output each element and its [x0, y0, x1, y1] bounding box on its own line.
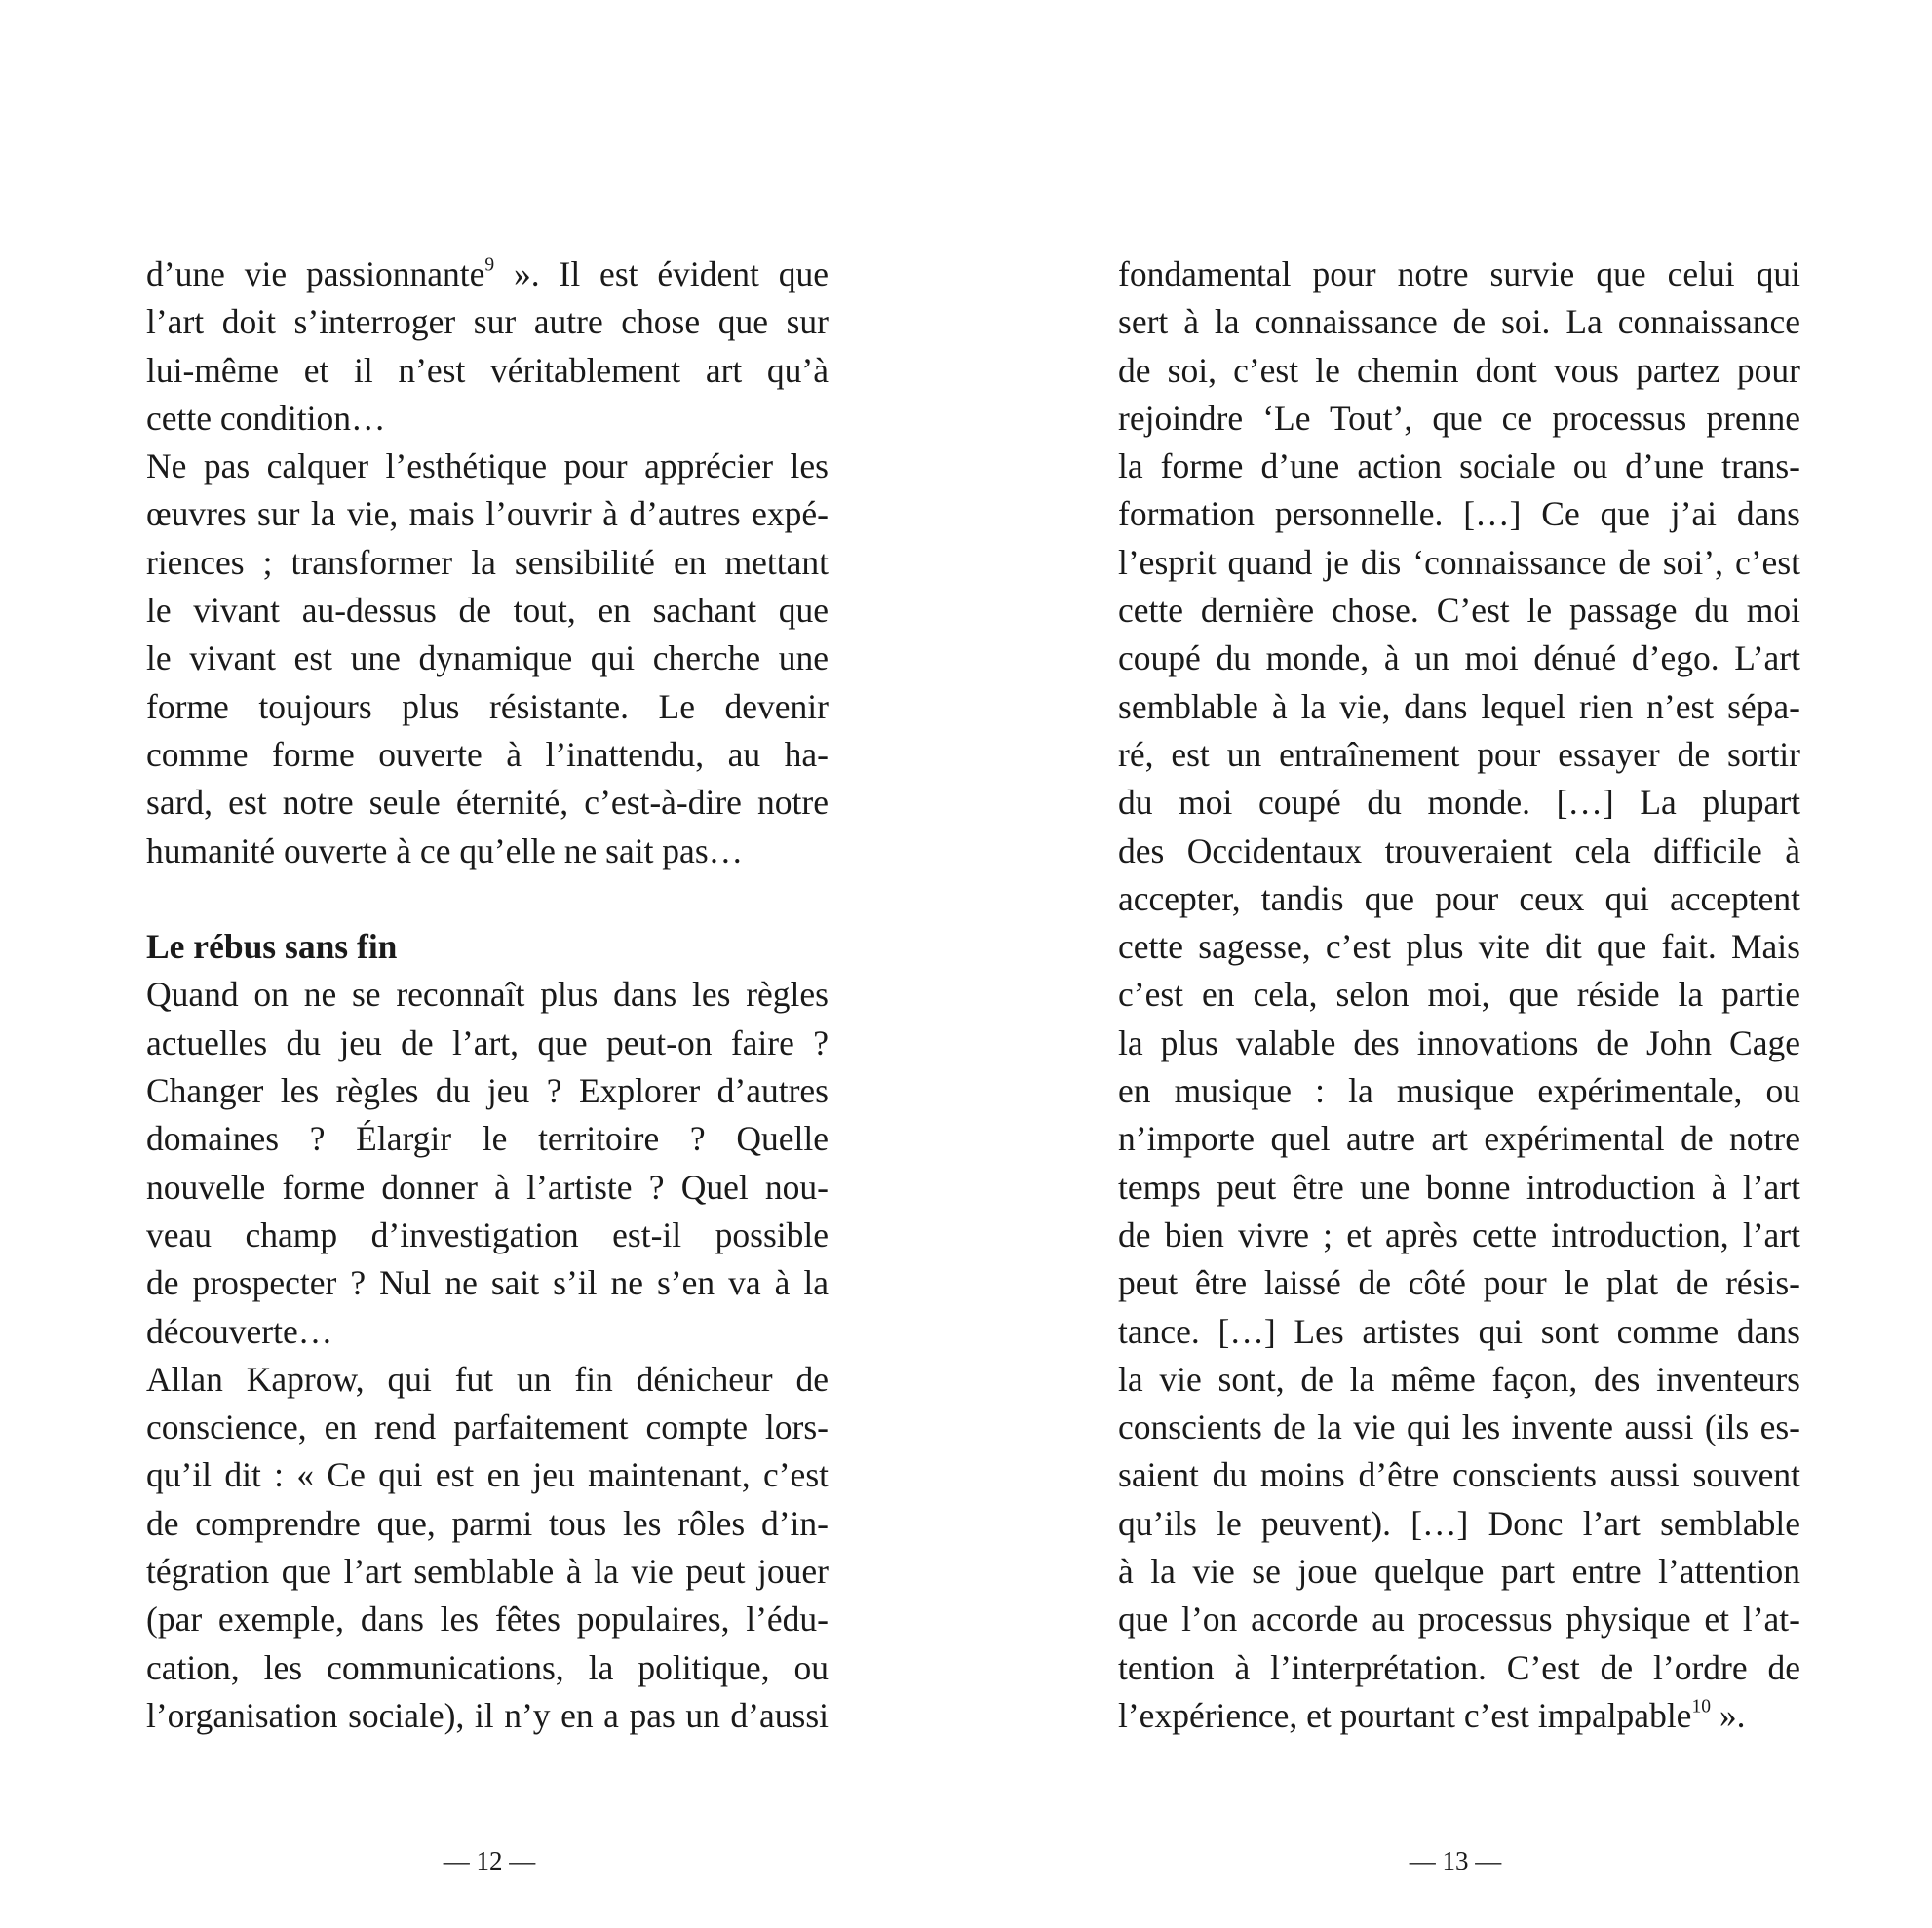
- text-line: humanité ouverte à ce qu’elle ne sait pas…: [146, 830, 744, 870]
- text-line: des Occidentaux trouveraient cela difficile à: [1118, 830, 1800, 870]
- text-line: le vivant au-dessus de tout, en sachant que: [146, 591, 829, 631]
- right-text-column: [1118, 251, 1800, 1740]
- text-segment: ». Il est évident que: [494, 254, 829, 293]
- text-line: de bien vivre ; et après cette introduction, l’art: [1118, 1215, 1800, 1254]
- text-line: œuvres sur la vie, mais l’ouvrir à d’autres expé-: [146, 494, 829, 534]
- page-number-right: — 13 —: [1409, 1846, 1502, 1875]
- text-line: sert à la connaissance de soi. La connaissance: [1118, 302, 1800, 342]
- text-line: nouvelle forme donner à l’artiste ? Quel nou-: [146, 1167, 829, 1207]
- text-line: conscients de la vie qui les invente aussi (ils es-: [1118, 1407, 1800, 1447]
- section-heading: Le rébus sans fin: [146, 927, 398, 967]
- text-line: cette condition…: [146, 398, 386, 438]
- text-line: cette dernière chose. C’est le passage du moi: [1118, 591, 1800, 631]
- text-line: de prospecter ? Nul ne sait s’il ne s’en va à la: [146, 1263, 829, 1303]
- text-segment: l’expérience, et pourtant c’est impalpable: [1118, 1695, 1692, 1735]
- text-line: domaines ? Élargir le territoire ? Quelle: [146, 1119, 829, 1159]
- text-line: actuelles du jeu de l’art, que peut-on faire ?: [146, 1022, 829, 1062]
- text-line: forme toujours plus résistante. Le devenir: [146, 686, 829, 726]
- text-line: Changer les règles du jeu ? Explorer d’autres: [146, 1071, 829, 1111]
- text-line: Allan Kaprow, qui fut un fin dénicheur de: [146, 1359, 829, 1399]
- text-line: cation, les communications, la politique, ou: [146, 1647, 829, 1687]
- text-line: n’importe quel autre art expérimental de notre: [1118, 1119, 1800, 1159]
- left-text-column: [146, 251, 829, 1740]
- right-page: [966, 0, 1932, 1928]
- text-line: riences ; transformer la sensibilité en mettant: [146, 542, 829, 582]
- text-line: la vie sont, de la même façon, des inventeurs: [1118, 1359, 1800, 1399]
- text-line: du moi coupé du monde. […] La plupart: [1118, 783, 1800, 823]
- text-line: [1118, 1692, 1800, 1740]
- text-segment: d’une vie passionnante: [146, 254, 485, 293]
- text-line: l’esprit quand je dis ‘connaissance de soi’, c’est: [1118, 542, 1800, 582]
- footnote-reference: 10: [1691, 1696, 1711, 1717]
- text-line: de soi, c’est le chemin dont vous partez pour: [1118, 350, 1800, 390]
- text-line: tégration que l’art semblable à la vie peut jouer: [146, 1552, 829, 1592]
- text-line: coupé du monde, à un moi dénué d’ego. L’art: [1118, 638, 1800, 678]
- text-line: tention à l’interprétation. C’est de l’ordre de: [1118, 1647, 1800, 1687]
- text-line: le vivant est une dynamique qui cherche une: [146, 638, 829, 678]
- text-line: Quand on ne se reconnaît plus dans les règles: [146, 975, 829, 1015]
- text-segment: ».: [1710, 1695, 1746, 1735]
- text-line: tance. […] Les artistes qui sont comme dans: [1118, 1311, 1800, 1351]
- text-line: la plus valable des innovations de John Cage: [1118, 1022, 1800, 1062]
- text-line: Ne pas calquer l’esthétique pour apprécier les: [146, 446, 829, 486]
- text-line: veau champ d’investigation est-il possible: [146, 1215, 829, 1254]
- page-number-left: — 12 —: [443, 1846, 536, 1875]
- text-line: cette sagesse, c’est plus vite dit que fait. Mais: [1118, 927, 1800, 967]
- text-line: semblable à la vie, dans lequel rien n’est sépa-: [1118, 686, 1800, 726]
- text-line: la forme d’une action sociale ou d’une trans-: [1118, 446, 1800, 486]
- text-line: rejoindre ‘Le Tout’, que ce processus prenne: [1118, 398, 1800, 438]
- text-line: l’art doit s’interroger sur autre chose que sur: [146, 302, 829, 342]
- text-line: qu’il dit : « Ce qui est en jeu maintenant, c’est: [146, 1455, 829, 1495]
- text-line: peut être laissé de côté pour le plat de résis-: [1118, 1263, 1800, 1303]
- text-line: en musique : la musique expérimentale, ou: [1118, 1071, 1800, 1111]
- text-line: que l’on accorde au processus physique et l’at-: [1118, 1600, 1800, 1639]
- footnote-reference: 9: [484, 254, 495, 276]
- text-line: comme forme ouverte à l’inattendu, au ha-: [146, 734, 829, 774]
- text-line: sard, est notre seule éternité, c’est-à-dire notre: [146, 783, 829, 823]
- text-line: accepter, tandis que pour ceux qui acceptent: [1118, 878, 1800, 918]
- text-line: lui-même et il n’est véritablement art qu’à: [146, 350, 829, 390]
- text-line: ré, est un entraînement pour essayer de sortir: [1118, 734, 1800, 774]
- text-line: saient du moins d’être conscients aussi souvent: [1118, 1455, 1800, 1495]
- text-line: temps peut être une bonne introduction à l’art: [1118, 1167, 1800, 1207]
- text-line: conscience, en rend parfaitement compte lors-: [146, 1407, 829, 1447]
- text-line: [146, 251, 829, 298]
- text-line: formation personnelle. […] Ce que j’ai dans: [1118, 494, 1800, 534]
- text-line: à la vie se joue quelque part entre l’attention: [1118, 1552, 1800, 1592]
- text-line: c’est en cela, selon moi, que réside la partie: [1118, 975, 1800, 1015]
- text-line: qu’ils le peuvent). […] Donc l’art semblable: [1118, 1503, 1800, 1543]
- text-line: l’organisation sociale), il n’y en a pas un d’aussi: [146, 1695, 829, 1735]
- text-line: (par exemple, dans les fêtes populaires, l’édu-: [146, 1600, 829, 1639]
- text-line: de comprendre que, parmi tous les rôles d’in-: [146, 1503, 829, 1543]
- blank-line: [146, 875, 829, 923]
- text-line: découverte…: [146, 1311, 333, 1351]
- text-line: fondamental pour notre survie que celui qui: [1118, 254, 1800, 293]
